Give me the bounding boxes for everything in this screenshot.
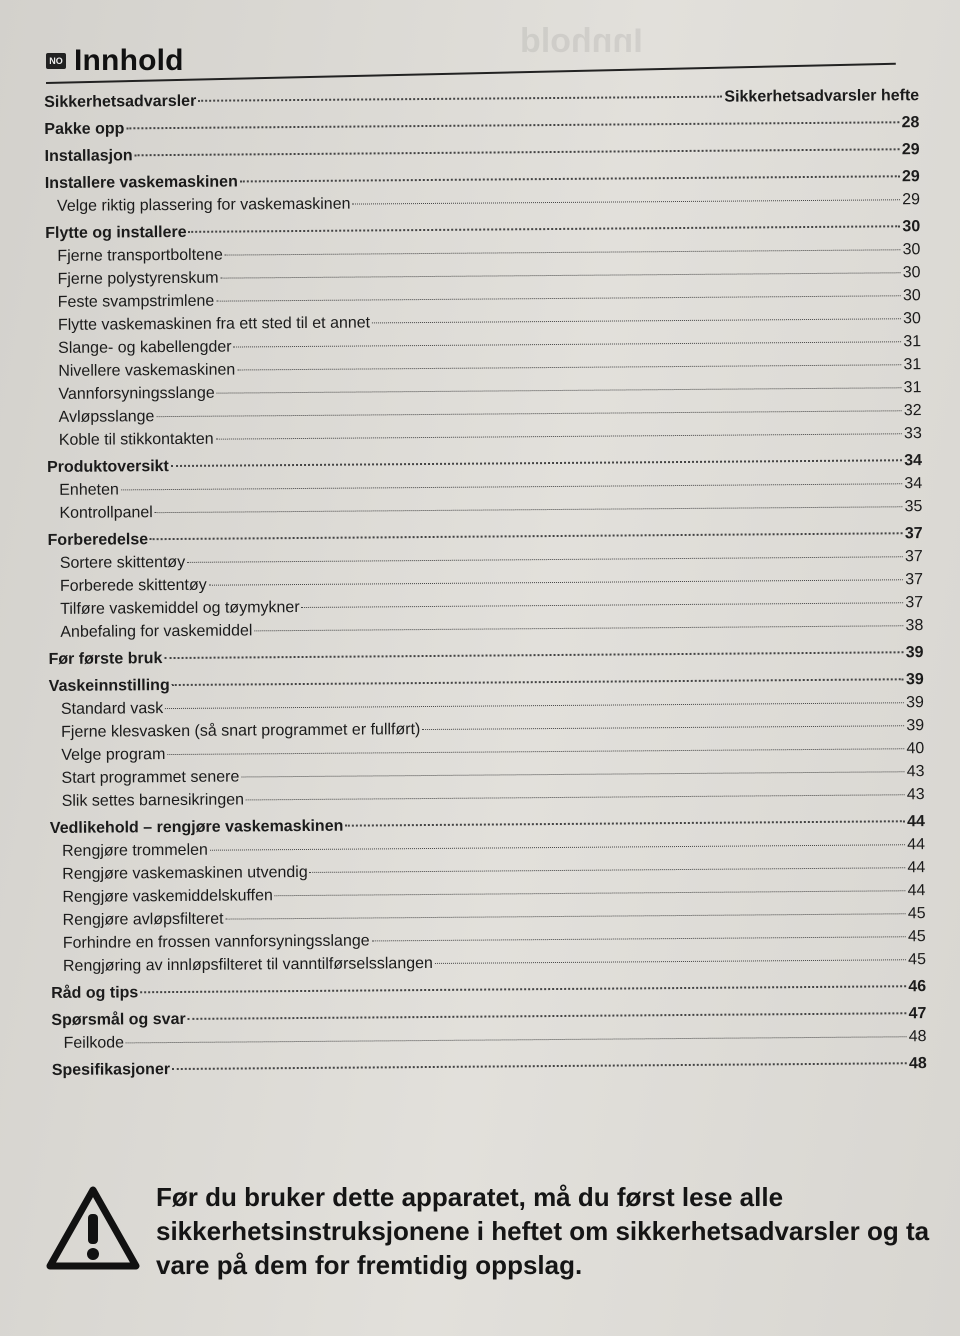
toc-entry-label: Feste svampstrimlene bbox=[57, 292, 215, 311]
dot-leader bbox=[240, 175, 900, 182]
toc-section bbox=[44, 85, 919, 114]
dot-leader bbox=[172, 678, 904, 686]
toc-entry-label: Forberedelse bbox=[47, 531, 149, 549]
warning-line: sikkerhetsinstruksjonene i heftet om sikkerhetsadvarsler og ta bbox=[156, 1216, 930, 1246]
dot-leader bbox=[188, 1012, 907, 1020]
toc-page-number: 37 bbox=[904, 525, 923, 543]
toc-entry-label: Spørsmål og svar bbox=[51, 1010, 186, 1029]
safety-warning bbox=[44, 1180, 934, 1290]
toc-entry-label: Kontrollpanel bbox=[59, 504, 153, 522]
toc-section bbox=[44, 112, 919, 141]
dot-leader bbox=[156, 410, 901, 417]
toc-page-number: 30 bbox=[902, 218, 921, 236]
toc-entry-label: Rengjøring av innløpsfilteret til vanntilførselsslangen bbox=[62, 954, 433, 975]
toc-page-number: 44 bbox=[907, 882, 926, 900]
toc-entry-label: Slange- og kabellengder bbox=[58, 338, 232, 357]
dot-leader bbox=[150, 532, 903, 540]
toc-page-number: 37 bbox=[905, 594, 924, 612]
toc-page-number: 45 bbox=[907, 928, 926, 946]
toc-page-number: 38 bbox=[905, 617, 924, 635]
dot-leader bbox=[140, 985, 906, 993]
dot-leader bbox=[246, 794, 905, 800]
toc-entry-label: Sortere skittentøy bbox=[59, 553, 186, 572]
dot-leader bbox=[167, 748, 904, 755]
toc-entry-label: Rengjøre avløpsfilteret bbox=[62, 910, 224, 929]
toc-entry-label: Installasjon bbox=[44, 147, 133, 165]
toc-section bbox=[51, 976, 926, 1005]
toc-entry-label: Produktoversikt bbox=[46, 458, 169, 476]
toc-page-number: 30 bbox=[902, 287, 921, 305]
toc-entry-label: Fjerne polystyrenskum bbox=[57, 269, 219, 288]
toc-page-number: 35 bbox=[904, 498, 923, 516]
toc-entry-label: Vedlikehold – rengjøre vaskemaskinen bbox=[49, 817, 344, 837]
toc-page-number: 39 bbox=[906, 717, 925, 735]
toc-page-number: 39 bbox=[905, 671, 924, 689]
dot-leader bbox=[121, 483, 903, 490]
toc-entry-label: Vaskeinnstilling bbox=[48, 677, 170, 695]
toc-page-number: 33 bbox=[903, 425, 922, 443]
toc-entry-label: Feilkode bbox=[63, 1034, 125, 1052]
toc-section bbox=[48, 642, 923, 671]
toc-entry-label: Avløpsslange bbox=[58, 408, 155, 426]
dot-leader bbox=[210, 844, 905, 850]
toc-entry-label: Velge program bbox=[61, 746, 166, 764]
toc-page-number: 39 bbox=[905, 644, 924, 662]
dot-leader bbox=[198, 96, 722, 102]
language-badge: NO bbox=[46, 53, 66, 69]
toc-page-number: 28 bbox=[901, 114, 920, 132]
toc-page-number: 47 bbox=[908, 1005, 927, 1023]
dot-leader bbox=[216, 433, 902, 439]
toc-entry-label: Forberede skittentøy bbox=[59, 576, 207, 595]
dot-leader bbox=[275, 890, 906, 896]
dot-leader bbox=[225, 249, 901, 255]
toc-page-number: 34 bbox=[904, 452, 923, 470]
dot-leader bbox=[234, 341, 902, 347]
dot-leader bbox=[189, 225, 901, 233]
toc-page-number: 45 bbox=[907, 905, 926, 923]
table-of-contents bbox=[44, 73, 927, 1082]
toc-entry-label: Rengjøre trommelen bbox=[61, 841, 208, 860]
toc-entry-label: Før første bruk bbox=[48, 650, 163, 668]
toc-page-number: 40 bbox=[906, 740, 925, 758]
toc-page-number: 31 bbox=[903, 333, 922, 351]
toc-entry-label: Velge riktig plassering for vaskemaskinen bbox=[56, 195, 351, 215]
dot-leader bbox=[226, 913, 906, 919]
toc-page-number: 44 bbox=[906, 813, 925, 831]
warning-line: vare på dem for fremtidig oppslag. bbox=[156, 1250, 583, 1280]
dot-leader bbox=[372, 936, 906, 941]
toc-page-number: 48 bbox=[908, 1028, 927, 1046]
toc-entry-label: Enheten bbox=[59, 481, 119, 499]
toc-section bbox=[52, 1053, 927, 1082]
page-title: Innhold bbox=[74, 44, 184, 77]
dot-leader bbox=[345, 820, 905, 826]
toc-page-number: 30 bbox=[903, 310, 921, 328]
bleed-through-text: Innhold bbox=[520, 22, 643, 60]
toc-entry-label: Rengjøre vaskemiddelskuffen bbox=[62, 887, 273, 906]
toc-page-number: 44 bbox=[907, 859, 926, 877]
dot-leader bbox=[165, 702, 904, 709]
dot-leader bbox=[254, 625, 903, 631]
toc-page-number: 31 bbox=[903, 379, 922, 397]
toc-entry-label: Tilføre vaskemiddel og tøymykner bbox=[60, 599, 300, 618]
toc-page-number: 45 bbox=[908, 951, 927, 969]
dot-leader bbox=[422, 725, 904, 730]
toc-page-number: 30 bbox=[902, 241, 921, 259]
toc-entry-label: Pakke opp bbox=[44, 120, 125, 138]
dot-leader bbox=[171, 459, 902, 467]
dot-leader bbox=[435, 959, 906, 964]
warning-line: Før du bruker dette apparatet, må du først lese alle bbox=[156, 1182, 784, 1212]
toc-page-number: 34 bbox=[904, 475, 923, 493]
toc-page-number: 29 bbox=[901, 168, 920, 186]
dot-leader bbox=[209, 579, 903, 585]
dot-leader bbox=[352, 199, 900, 204]
toc-entry-label: Rengjøre vaskemaskinen utvendig bbox=[62, 863, 308, 883]
toc-entry-label: Flytte vaskemaskinen fra ett sted til et annet bbox=[57, 314, 371, 334]
toc-page-number: 29 bbox=[901, 141, 920, 159]
toc-page-number: 46 bbox=[908, 978, 927, 996]
toc-entry-label: Forhindre en frossen vannforsyningsslange bbox=[62, 932, 370, 952]
dot-leader bbox=[217, 387, 902, 393]
toc-page-number: 37 bbox=[904, 548, 923, 566]
toc-entry-label: Fjerne transportboltene bbox=[57, 246, 223, 265]
toc-page-number: 29 bbox=[902, 191, 921, 209]
toc-page-number: 39 bbox=[906, 694, 924, 712]
toc-entry-label: Installere vaskemaskinen bbox=[44, 173, 238, 192]
toc-page-number: 32 bbox=[903, 402, 922, 420]
toc-page-number: Sikkerhetsadvarsler hefte bbox=[724, 87, 920, 106]
toc-entry-label: Råd og tips bbox=[51, 984, 139, 1002]
toc-entry-label: Spesifikasjoner bbox=[51, 1061, 171, 1079]
dot-leader bbox=[221, 272, 901, 278]
dot-leader bbox=[126, 121, 899, 129]
toc-page-number: 44 bbox=[907, 836, 926, 854]
toc-entry-label: Sikkerhetsadvarsler bbox=[44, 92, 197, 111]
page-header bbox=[46, 44, 184, 78]
dot-leader bbox=[187, 556, 903, 563]
toc-page-number: 43 bbox=[906, 763, 925, 781]
toc-page-number: 43 bbox=[906, 786, 925, 804]
toc-entry-label: Standard vask bbox=[60, 700, 164, 718]
dot-leader bbox=[310, 867, 906, 873]
toc-page-number: 48 bbox=[908, 1055, 927, 1073]
warning-text bbox=[156, 1180, 946, 1282]
toc-entry-label: Vannforsyningsslange bbox=[58, 384, 215, 403]
toc-page-number: 30 bbox=[902, 264, 921, 282]
dot-leader bbox=[237, 364, 901, 370]
toc-entry-label: Nivellere vaskemaskinen bbox=[58, 361, 236, 380]
dot-leader bbox=[216, 295, 901, 301]
dot-leader bbox=[172, 1062, 907, 1070]
toc-section bbox=[45, 139, 920, 168]
dot-leader bbox=[241, 771, 904, 777]
dot-leader bbox=[372, 318, 901, 323]
dot-leader bbox=[126, 1036, 907, 1043]
toc-entry-label: Koble til stikkontakten bbox=[58, 430, 214, 449]
dot-leader bbox=[135, 148, 900, 156]
toc-entry-label: Fjerne klesvasken (så snart programmet er fullført) bbox=[61, 721, 421, 741]
toc-entry-label: Slik settes barnesikringen bbox=[61, 791, 245, 810]
dot-leader bbox=[155, 506, 903, 513]
warning-triangle-icon bbox=[44, 1184, 142, 1274]
toc-page-number: 37 bbox=[905, 571, 924, 589]
toc-entry-label: Flytte og installere bbox=[45, 223, 187, 242]
dot-leader bbox=[302, 602, 904, 608]
dot-leader bbox=[164, 651, 903, 659]
toc-page-number: 31 bbox=[903, 356, 922, 374]
toc-entry-label: Anbefaling for vaskemiddel bbox=[60, 622, 253, 641]
toc-entry-label: Start programmet senere bbox=[61, 768, 240, 787]
